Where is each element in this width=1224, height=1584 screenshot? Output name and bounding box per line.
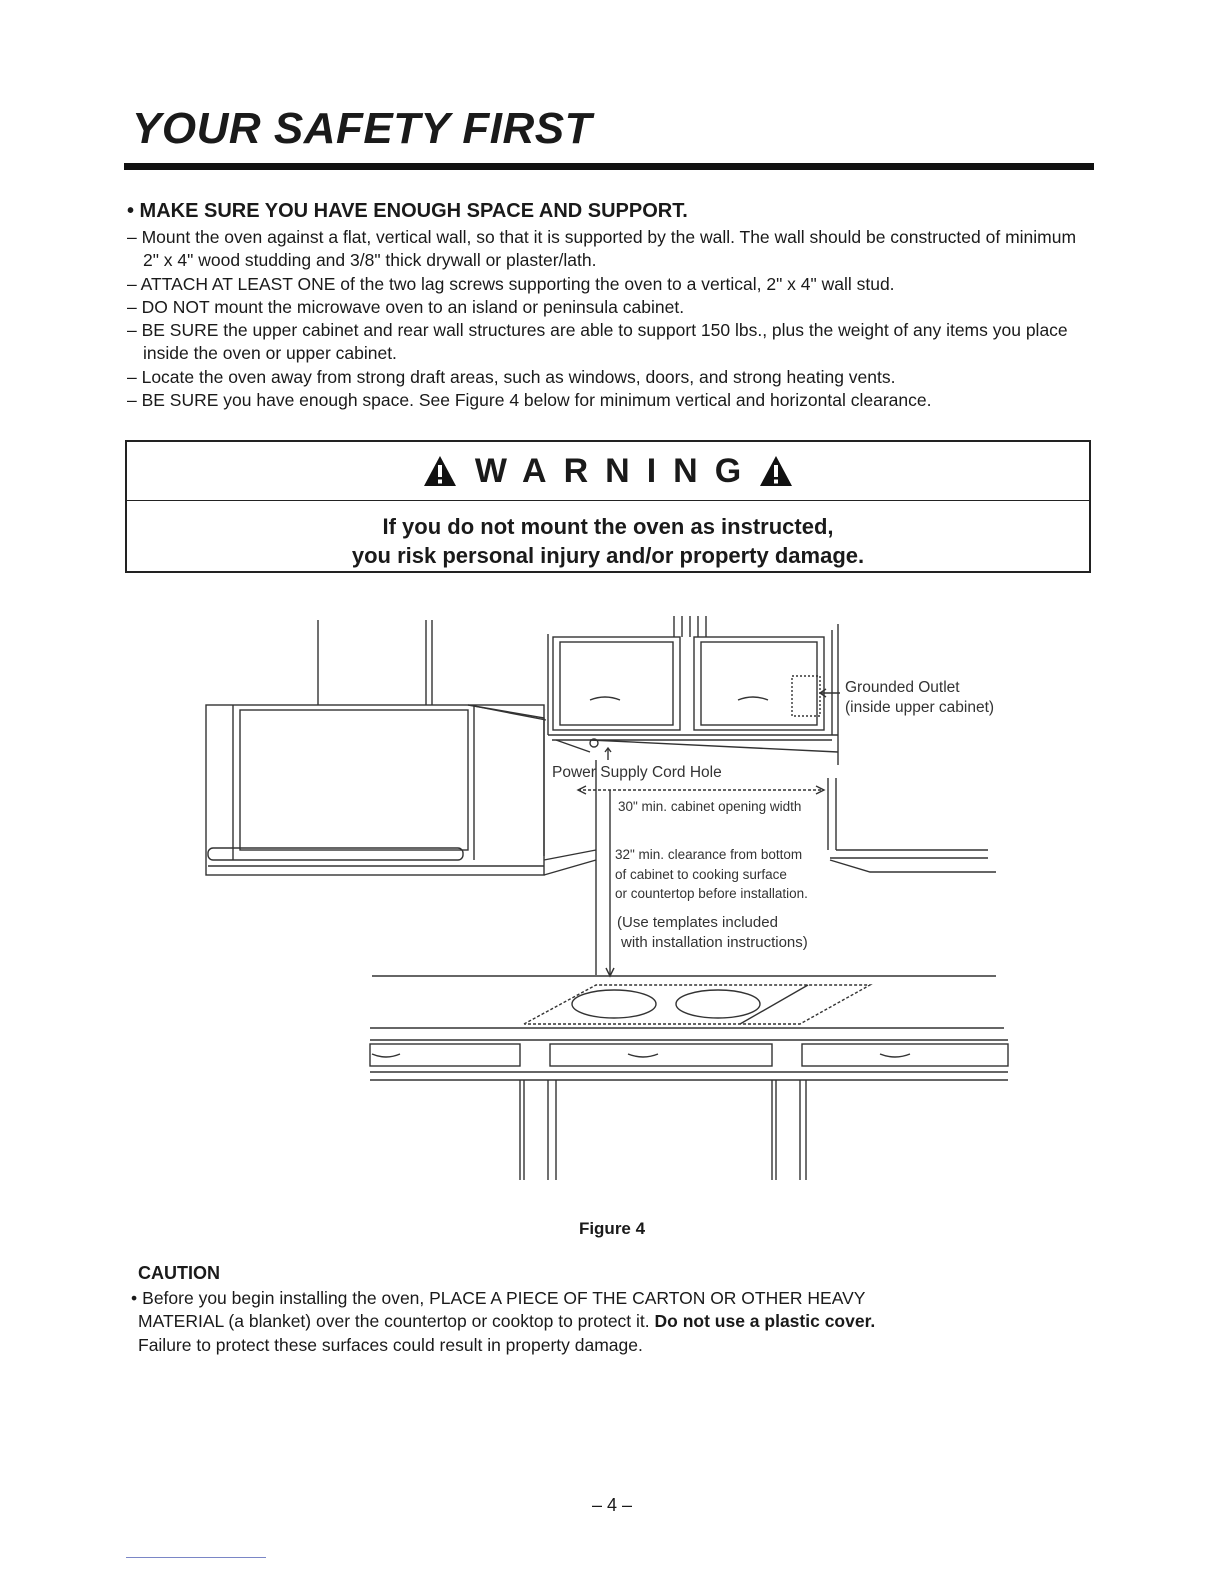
label-outlet-1: Grounded Outlet <box>845 679 960 696</box>
caution-bullet: • <box>131 1288 138 1308</box>
side-wall <box>828 778 996 872</box>
figure-caption: Figure 4 <box>578 1219 646 1238</box>
upper-cabinets <box>548 616 838 765</box>
requirements-list <box>127 226 1087 412</box>
warning-line-2: you risk personal injury and/or property damage. <box>351 543 865 568</box>
list-item: – Mount the oven against a flat, vertical wall, so that it is supported by the wall. The wall should be constructed of minimum 2" x 4" wood studding and 3/8" thick drywall or plaster/lath. <box>127 227 1077 271</box>
label-opening-width: 30" min. cabinet opening width <box>618 799 802 814</box>
page-title: YOUR SAFETY FIRST <box>132 104 592 153</box>
warning-box <box>125 440 1091 573</box>
caution-line-2 <box>131 1310 1061 1333</box>
installation-diagram <box>0 600 1224 1205</box>
list-item: – BE SURE you have enough space. See Figure 4 below for minimum vertical and horizontal clearance. <box>127 390 932 411</box>
caution-part-3: Failure to protect these surfaces could result in property damage. <box>138 1334 643 1355</box>
list-item: – Locate the oven away from strong draft areas, such as windows, doors, and strong heating vents. <box>127 366 896 387</box>
warning-line-1: If you do not mount the oven as instructed, <box>382 514 834 539</box>
label-templates-1: (Use templates included <box>617 914 778 931</box>
caution-part-2: MATERIAL (a blanket) over the countertop or cooktop to protect it. <box>138 1311 650 1332</box>
list-item: – BE SURE the upper cabinet and rear wall structures are able to support 150 lbs., plus the weight of any items you place inside the oven or upper cabinet. <box>127 320 1068 364</box>
caution-line-3 <box>131 1334 1061 1357</box>
caution-part-1: Before you begin installing the oven, PLACE A PIECE OF THE CARTON OR OTHER HEAVY <box>142 1288 866 1308</box>
label-clearance-2: of cabinet to cooking surface <box>615 867 787 882</box>
caution-bold: Do not use a plastic cover. <box>654 1311 876 1332</box>
list-item: – DO NOT mount the microwave oven to an island or peninsula cabinet. <box>127 296 685 317</box>
label-clearance-3: or countertop before installation. <box>615 886 808 901</box>
section-heading: • MAKE SURE YOU HAVE ENOUGH SPACE AND SUPPORT. <box>127 200 688 222</box>
outlet-illustration <box>792 676 820 716</box>
caution-title: CAUTION <box>138 1263 220 1283</box>
footer-rule <box>126 1557 266 1558</box>
page-number: – 4 – <box>591 1495 633 1515</box>
title-rule <box>124 163 1094 170</box>
warning-triangle-icon <box>423 455 457 487</box>
caution-text <box>131 1287 1061 1357</box>
label-templates-2: with installation instructions) <box>621 934 808 951</box>
warning-message <box>127 501 1089 570</box>
warning-heading: WARNING <box>474 451 759 490</box>
clearance-diagram <box>0 600 1224 1200</box>
label-cord-hole: Power Supply Cord Hole <box>552 764 722 781</box>
warning-header <box>127 442 1089 501</box>
microwave-illustration <box>206 620 596 875</box>
warning-triangle-icon <box>759 455 793 487</box>
label-clearance-1: 32" min. clearance from bottom <box>615 847 803 862</box>
list-item: – ATTACH AT LEAST ONE of the two lag screws supporting the oven to a vertical, 2" x 4" wall stud. <box>127 273 895 294</box>
lower-cabinets <box>370 1044 1008 1180</box>
label-outlet-2: (inside upper cabinet) <box>845 699 995 716</box>
